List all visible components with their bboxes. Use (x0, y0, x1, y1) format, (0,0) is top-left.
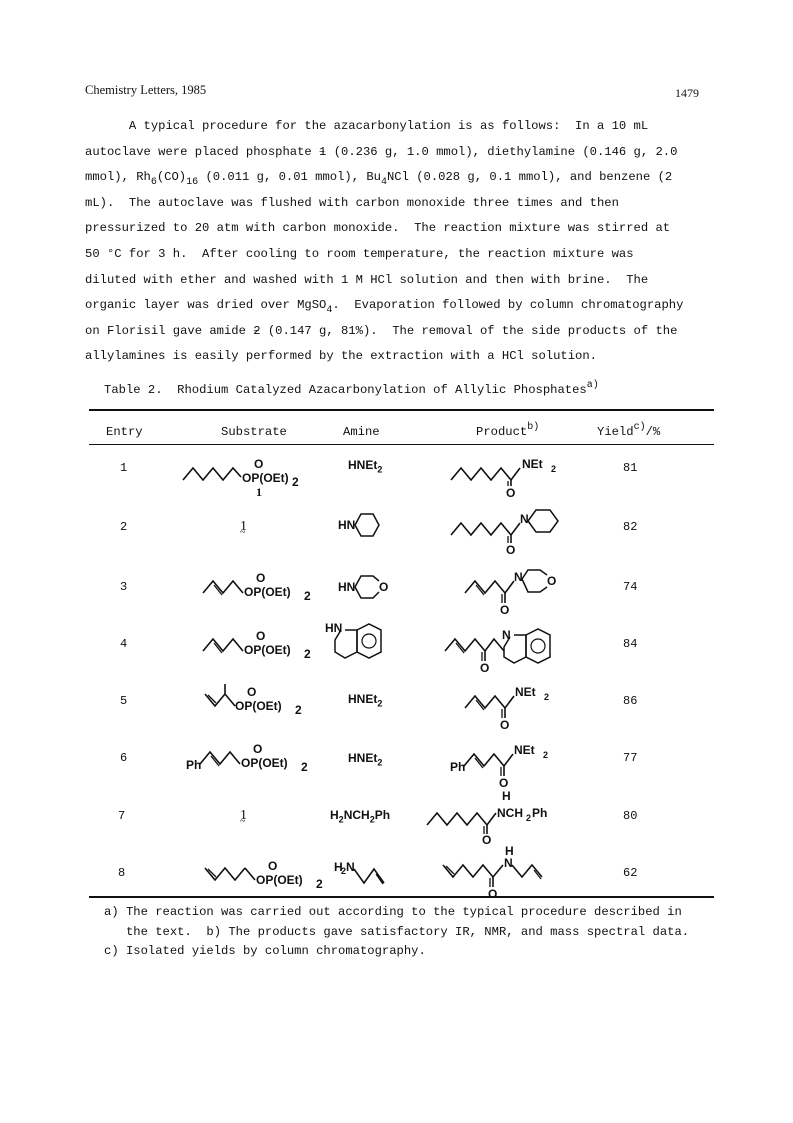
column-header-amine: Amine (343, 425, 380, 439)
amine-structure (335, 505, 385, 545)
svg-text:O: O (247, 685, 257, 699)
amine-n-label: NEt (522, 457, 543, 471)
substrate-structure (200, 623, 330, 668)
yield-value: 80 (623, 809, 638, 823)
svg-text:NEt: NEt (515, 685, 536, 699)
yield-value: 74 (623, 580, 638, 594)
svg-text:Ph: Ph (450, 760, 466, 774)
svg-text:2: 2 (551, 464, 557, 474)
footnote-line: a) The reaction was carried out according to the typical procedure described in (104, 905, 682, 919)
yield-value: 82 (623, 520, 638, 534)
svg-text:O: O (268, 859, 278, 873)
footnote-line: c) Isolated yields by column chromatography. (104, 944, 426, 958)
running-header-journal: Chemistry Letters, 1985 (85, 83, 207, 97)
svg-text:O: O (500, 718, 510, 732)
page-number: 1479 (675, 86, 699, 100)
svg-text:O: O (488, 887, 498, 901)
svg-text:HN: HN (325, 621, 343, 635)
substrate-structure (202, 678, 332, 723)
entry-number: 3 (120, 580, 128, 594)
svg-text:2: 2 (295, 703, 302, 717)
svg-text:O: O (482, 833, 492, 847)
oxygen-label: O (506, 486, 516, 500)
entry-number: 1 (120, 461, 128, 475)
paragraph-line: mmol), $Rh_6(CO)_{16}$ (0.011 g, 0.01 mmol), $Bu_4NCl$ (0.028 g, 0.1 mmol), and benzene (2 (85, 170, 673, 189)
svg-text:OP(OEt): OP(OEt) (244, 585, 291, 599)
product-structure (448, 738, 578, 788)
svg-text:2: 2 (341, 866, 347, 876)
substrate-ref: 1 ~ (240, 519, 247, 535)
svg-text:N: N (520, 512, 529, 526)
svg-text:O: O (500, 603, 510, 617)
table-top-rule (89, 409, 714, 411)
column-header-yield: Yield$^{c)}$/% (597, 422, 661, 439)
svg-text:O: O (256, 629, 266, 643)
svg-text:HN: HN (338, 580, 356, 594)
paragraph-line: organic layer was dried over MgSO$_4$. Evaporation followed by column chromatography (85, 298, 684, 317)
svg-text:O: O (506, 543, 516, 557)
svg-text:O: O (480, 661, 490, 675)
paragraph-line: 50 °C for 3 h. After cooling to room temperature, the reaction mixture was (85, 246, 634, 261)
table-caption: Table 2. Rhodium Catalyzed Azacarbonylation of Allylic Phosphates$^{a)}$ (104, 380, 599, 397)
svg-text:N: N (502, 628, 511, 642)
entry-number: 6 (120, 751, 128, 765)
svg-text:NEt: NEt (514, 743, 535, 757)
product-structure (462, 680, 582, 730)
paragraph-line: autoclave were placed phosphate 1 ~ (0.236 g, 1.0 mmol), diethylamine (0.146 g, 2.0 (85, 140, 717, 166)
svg-text:2: 2 (301, 760, 308, 774)
substrate-structure (184, 736, 334, 781)
table-header-rule (89, 444, 714, 445)
oxygen-label: O (254, 457, 264, 471)
svg-text:2: 2 (543, 750, 549, 760)
svg-text:OP(OEt): OP(OEt) (235, 699, 282, 713)
compound-ref: 1 ~ (319, 140, 326, 166)
entry-number: 4 (120, 637, 128, 651)
paragraph-line: diluted with ether and washed with 1 M HCl solution and then with brine. The (85, 272, 649, 287)
product-structure (442, 623, 582, 673)
entry-number: 2 (120, 520, 128, 534)
product-structure (448, 505, 588, 555)
svg-text:H: H (334, 860, 343, 874)
svg-text:OP(OEt): OP(OEt) (244, 643, 291, 657)
product-structure (462, 565, 582, 615)
paragraph-line: mL). The autoclave was flushed with carbon monoxide three times and then (85, 195, 619, 210)
product-structure (440, 845, 590, 900)
procedure-paragraph (85, 114, 717, 370)
svg-text:2: 2 (304, 589, 311, 603)
svg-text:O: O (256, 571, 266, 585)
substrate-structure (200, 565, 330, 610)
svg-text:O: O (547, 574, 557, 588)
amine-structure (323, 618, 413, 668)
svg-text:OP(OEt): OP(OEt) (241, 756, 288, 770)
svg-text:O: O (499, 776, 509, 790)
amine-n-label: HN (338, 518, 356, 532)
entry-number: 5 (120, 694, 128, 708)
svg-text:NCH: NCH (497, 806, 523, 820)
amine-label: $H_2NCH_2Ph$ (330, 808, 391, 825)
substrate-structure (202, 852, 332, 897)
amine-structure (335, 567, 395, 607)
svg-text:N: N (504, 856, 513, 870)
svg-text:O: O (379, 580, 389, 594)
table-footnotes (104, 903, 719, 962)
yield-value: 77 (623, 751, 638, 765)
substrate-structure (180, 450, 330, 500)
column-header-product: Product$^{b)}$ (476, 422, 540, 439)
svg-text:N: N (346, 860, 355, 874)
svg-text:2: 2 (526, 813, 532, 823)
table-bottom-rule (89, 896, 714, 898)
svg-text:2: 2 (544, 692, 550, 702)
svg-text:Ph: Ph (532, 806, 548, 820)
svg-text:N: N (514, 570, 523, 584)
svg-text:H: H (505, 844, 514, 858)
svg-text:Ph: Ph (186, 758, 202, 772)
yield-value: 86 (623, 694, 638, 708)
svg-text:H: H (502, 789, 511, 803)
yield-value: 62 (623, 866, 638, 880)
phosphate-label: OP(OEt) (242, 471, 289, 485)
product-structure (448, 450, 588, 500)
amine-label: HNEt$_2$ (348, 458, 383, 475)
amine-label: HNEt$_2$ (348, 692, 383, 709)
svg-text:OP(OEt): OP(OEt) (256, 873, 303, 887)
svg-text:2: 2 (304, 647, 311, 661)
compound-ref: 2 ~ (253, 319, 260, 345)
yield-value: 81 (623, 461, 638, 475)
paragraph-line: on Florisil gave amide 2 ~ (0.147 g, 81%). The removal of the side products of the (85, 319, 717, 345)
footnote-line: the text. b) The products gave satisfactory IR, NMR, and mass spectral data. (104, 924, 690, 939)
paragraph-line: A typical procedure for the azacarbonylation is as follows: In a 10 mL (85, 119, 649, 133)
compound-ref: 1 (256, 485, 262, 499)
column-header-substrate: Substrate (221, 425, 287, 439)
column-header-entry: Entry (106, 425, 143, 439)
substrate-ref: 1 ~ (240, 808, 247, 824)
amine-label: HNEt$_2$ (348, 751, 383, 768)
caption-footnote-mark: a) (586, 380, 599, 391)
entry-number: 7 (118, 809, 126, 823)
svg-text:O: O (253, 742, 263, 756)
yield-value: 84 (623, 637, 638, 651)
svg-text:2: 2 (316, 877, 323, 891)
product-structure (424, 790, 594, 845)
amine-structure (332, 855, 402, 895)
entry-number: 8 (118, 866, 126, 880)
paragraph-line: allylamines is easily performed by the extraction with a HCl solution. (85, 349, 597, 364)
paragraph-line: pressurized to 20 atm with carbon monoxide. The reaction mixture was stirred at (85, 221, 671, 236)
subscript: 2 (292, 475, 299, 489)
